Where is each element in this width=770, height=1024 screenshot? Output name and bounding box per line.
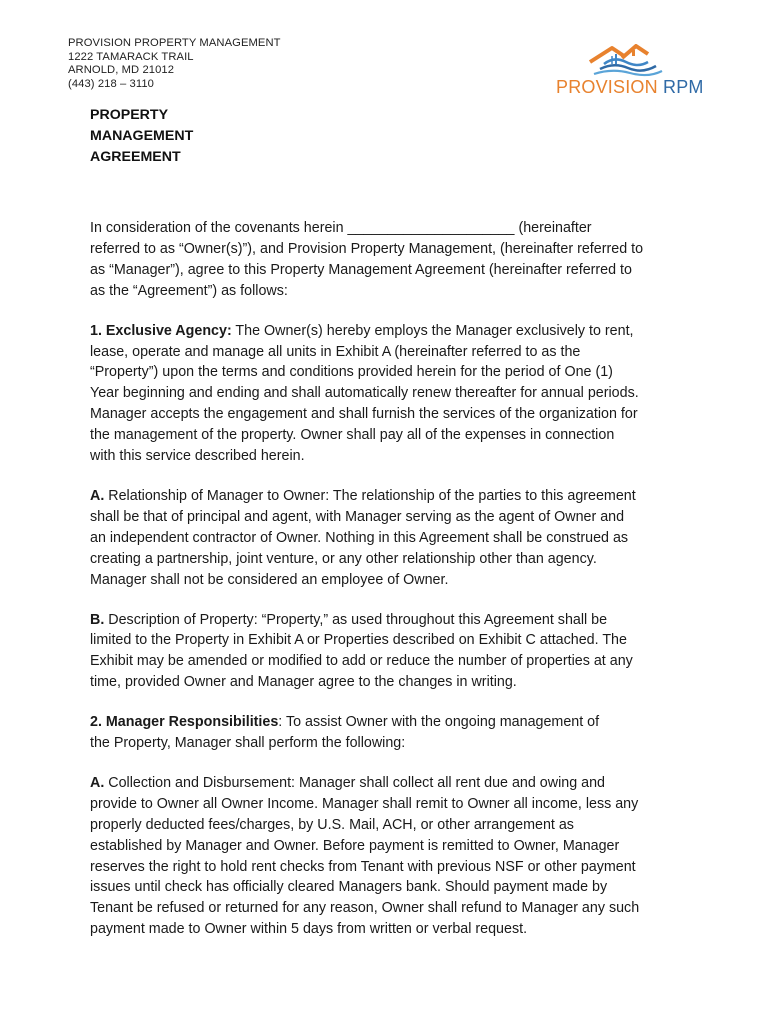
text-line: referred to as “Owner(s)”), and Provision Property Management, (hereinafter referred to bbox=[90, 240, 644, 257]
street-address: 1222 TAMARACK TRAIL bbox=[68, 50, 194, 63]
document-title bbox=[90, 105, 193, 167]
section-heading: A. bbox=[90, 774, 105, 791]
text-line: Manager shall not be considered an employee of Owner. bbox=[90, 571, 449, 588]
text-line: properly deducted fees/charges, by U.S. Mail, ACH, or other arrangement as bbox=[90, 816, 574, 833]
intro-paragraph bbox=[90, 218, 690, 302]
text-line: In consideration of the covenants herein _____________________ (hereinafter bbox=[90, 220, 592, 236]
text-line: Tenant be refused or returned for any reason, Owner shall refund to Manager any such bbox=[90, 900, 640, 917]
text-line: as “Manager”), agree to this Property Management Agreement (hereinafter referred to bbox=[90, 261, 632, 278]
collection-disbursement-paragraph bbox=[90, 773, 690, 940]
phone-number: (443) 218 – 3110 bbox=[68, 77, 154, 90]
text-line: the Property, Manager shall perform the following: bbox=[90, 735, 406, 752]
text-line: payment made to Owner within 5 days from written or verbal request. bbox=[90, 921, 528, 938]
section-heading: A. bbox=[90, 487, 105, 504]
text-line: established by Manager and Owner. Before payment is remitted to Owner, Manager bbox=[90, 837, 620, 854]
text-line: limited to the Property in Exhibit A or Properties described on Exhibit C attached. The bbox=[90, 632, 627, 649]
city-state-zip: ARNOLD, MD 21012 bbox=[68, 64, 175, 77]
text-line: an independent contractor of Owner. Nothing in this Agreement shall be construed as bbox=[90, 529, 629, 546]
agreement-body bbox=[90, 218, 690, 959]
section-heading: 1. Exclusive Agency: bbox=[90, 322, 232, 339]
company-address-block bbox=[68, 37, 281, 91]
text-line: with this service described herein. bbox=[90, 448, 305, 465]
section-heading: 2. Manager Responsibilities bbox=[90, 714, 279, 731]
logo-wordmark bbox=[556, 77, 704, 98]
text-line: lease, operate and manage all units in Exhibit A (hereinafter referred to as the bbox=[90, 343, 581, 360]
text-line: issues until check has officially cleared Managers bank. Should payment made by bbox=[90, 879, 608, 896]
text-line: provide to Owner all Owner Income. Manager shall remit to Owner all income, less any bbox=[90, 795, 639, 812]
text-run: The Owner(s) hereby employs the Manager exclusively to rent, bbox=[231, 322, 634, 339]
relationship-paragraph bbox=[90, 486, 690, 591]
text-line: “Property”) upon the terms and conditions provided herein for the period of One (1) bbox=[90, 364, 613, 381]
text-line bbox=[90, 773, 690, 794]
text-line: shall be that of principal and agent, with Manager serving as the agent of Owner and bbox=[90, 508, 625, 525]
text-run: : To assist Owner with the ongoing management of bbox=[278, 714, 600, 731]
text-line: Manager accepts the engagement and shall furnish the services of the organization for bbox=[90, 406, 638, 423]
text-run: Collection and Disbursement: Manager shall collect all rent due and owing and bbox=[104, 774, 605, 791]
provision-rpm-logo bbox=[556, 44, 704, 98]
text-line: creating a partnership, joint venture, or any other relationship other than agency. bbox=[90, 550, 597, 567]
text-line: Year beginning and ending and shall automatically renew thereafter for annual periods. bbox=[90, 385, 639, 402]
text-line: as the “Agreement”) as follows: bbox=[90, 282, 288, 299]
text-run: Relationship of Manager to Owner: The relationship of the parties to this agreement bbox=[104, 487, 636, 504]
text-line: Exhibit may be amended or modified to add or reduce the number of properties at any bbox=[90, 653, 633, 670]
title-line: MANAGEMENT bbox=[90, 127, 194, 144]
text-line bbox=[90, 486, 690, 507]
text-line bbox=[90, 712, 690, 733]
text-line: the management of the property. Owner shall pay all of the expenses in connection bbox=[90, 427, 615, 444]
logo-word-provision: PROVISION bbox=[556, 77, 658, 97]
section-heading: B. bbox=[90, 611, 105, 628]
exclusive-agency-paragraph bbox=[90, 321, 690, 467]
manager-responsibilities-paragraph bbox=[90, 712, 690, 754]
title-line: AGREEMENT bbox=[90, 148, 181, 165]
text-line: time, provided Owner and Manager agree to the changes in writing. bbox=[90, 674, 517, 691]
text-line: reserves the right to hold rent checks from Tenant with previous NSF or other payment bbox=[90, 858, 636, 875]
text-run: Description of Property: “Property,” as used throughout this Agreement shall be bbox=[104, 611, 608, 628]
company-name: PROVISION PROPERTY MANAGEMENT bbox=[68, 37, 281, 49]
text-line bbox=[90, 321, 690, 342]
title-line: PROPERTY bbox=[90, 107, 169, 123]
text-line bbox=[90, 610, 690, 631]
house-roof-waves-icon bbox=[586, 44, 668, 78]
logo-word-rpm: RPM bbox=[663, 77, 704, 97]
property-description-paragraph bbox=[90, 610, 690, 694]
